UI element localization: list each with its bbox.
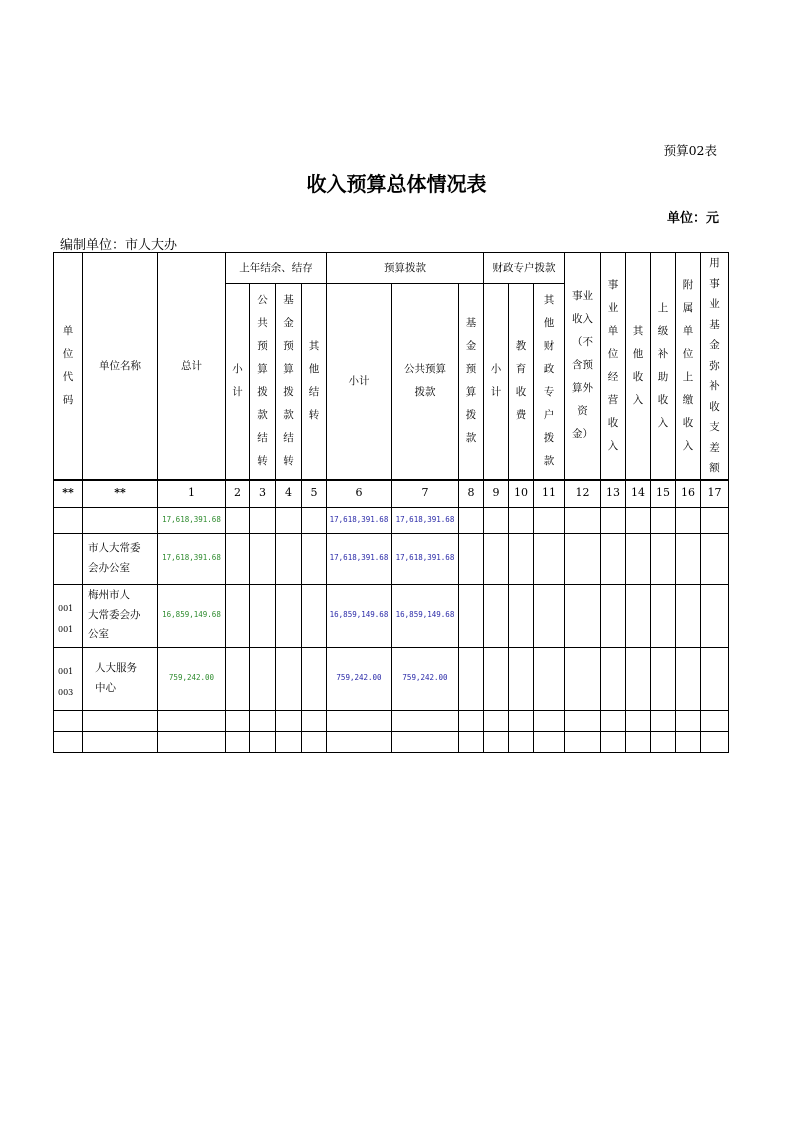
budget-subtotal-cell: 17,618,391.68 <box>327 507 392 533</box>
budget-subtotal-cell: 17,618,391.68 <box>327 533 392 584</box>
index-cell: 12 <box>565 480 601 508</box>
index-cell: 4 <box>276 480 302 508</box>
index-cell: 15 <box>651 480 676 508</box>
index-cell: 8 <box>459 480 484 508</box>
unit-code-cell <box>54 507 83 533</box>
table-row <box>54 533 729 584</box>
header-affiliated-income: 附 属 单 位 上 缴 收 入 <box>676 253 701 480</box>
unit-code-cell: 001 001 <box>54 584 83 647</box>
index-cell: 1 <box>158 480 226 508</box>
header-business-income: 事业 收入 （不 含预 算外 资 金） <box>565 253 601 480</box>
index-cell: ** <box>83 480 158 508</box>
header-other-fiscal: 其 他 财 政 专 户 拨 款 <box>534 284 565 480</box>
index-cell: 13 <box>601 480 626 508</box>
budget-subtotal-cell: 759,242.00 <box>327 647 392 710</box>
index-cell: 5 <box>302 480 327 508</box>
unit-name-cell: 市人大常委 会办公室 <box>83 533 158 584</box>
budget-subtotal-cell: 16,859,149.68 <box>327 584 392 647</box>
organization-label: 编制单位：市人大办 <box>60 238 178 253</box>
total-cell: 16,859,149.68 <box>158 584 226 647</box>
column-index-row <box>54 480 729 508</box>
index-cell: 11 <box>534 480 565 508</box>
index-cell: 9 <box>484 480 509 508</box>
unit-name-cell <box>83 507 158 533</box>
index-cell: 7 <box>392 480 459 508</box>
unit-name-cell: 人大服务 中心 <box>83 647 158 710</box>
income-budget-table <box>53 252 729 753</box>
form-code: 预算02表 <box>663 143 717 158</box>
unit-code-cell <box>54 533 83 584</box>
index-cell: 10 <box>509 480 534 508</box>
header-unit-code: 单 位 代 码 <box>54 253 83 480</box>
index-cell: ** <box>54 480 83 508</box>
header-budget-alloc: 预算拨款 <box>327 253 484 284</box>
header-education-fee: 教 育 收 费 <box>509 284 534 480</box>
header-public-carryover: 公 共 预 算 拨 款 结 转 <box>250 284 276 480</box>
currency-unit-label: 单位：元 <box>666 211 719 226</box>
public-budget-cell: 759,242.00 <box>392 647 459 710</box>
unit-code-cell: 001 003 <box>54 647 83 710</box>
public-budget-cell: 16,859,149.68 <box>392 584 459 647</box>
header-carryover-subtotal: 小 计 <box>226 284 250 480</box>
table-row <box>54 584 729 647</box>
header-fund-balance: 用 事 业 基 金 弥 补 收 支 差 额 <box>701 253 729 480</box>
header-fund-carryover: 基 金 预 算 拨 款 结 转 <box>276 284 302 480</box>
total-cell: 17,618,391.68 <box>158 533 226 584</box>
index-cell: 6 <box>327 480 392 508</box>
header-fund-budget: 基 金 预 算 拨 款 <box>459 284 484 480</box>
header-public-budget: 公共预算 拨款 <box>392 284 459 480</box>
total-cell: 17,618,391.68 <box>158 507 226 533</box>
header-higher-subsidy: 上 级 补 助 收 入 <box>651 253 676 480</box>
unit-name-cell: 梅州市人 大常委会办 公室 <box>83 584 158 647</box>
index-cell: 14 <box>626 480 651 508</box>
index-cell: 3 <box>250 480 276 508</box>
header-operating-income: 事 业 单 位 经 营 收 入 <box>601 253 626 480</box>
header-budget-subtotal: 小计 <box>327 284 392 480</box>
table-row <box>54 710 729 731</box>
public-budget-cell: 17,618,391.68 <box>392 507 459 533</box>
index-cell: 16 <box>676 480 701 508</box>
index-cell: 2 <box>226 480 250 508</box>
total-cell: 759,242.00 <box>158 647 226 710</box>
table-row <box>54 731 729 752</box>
page-title: 收入预算总体情况表 <box>306 172 487 196</box>
header-total: 总计 <box>158 253 226 480</box>
table-row <box>54 507 729 533</box>
public-budget-cell: 17,618,391.68 <box>392 533 459 584</box>
header-other-carryover: 其 他 结 转 <box>302 284 327 480</box>
table-row <box>54 647 729 710</box>
header-unit-name: 单位名称 <box>83 253 158 480</box>
header-carryover: 上年结余、结存 <box>226 253 327 284</box>
header-fiscal-special: 财政专户拨款 <box>484 253 565 284</box>
index-cell: 17 <box>701 480 729 508</box>
header-fiscal-subtotal: 小 计 <box>484 284 509 480</box>
header-other-income: 其 他 收 入 <box>626 253 651 480</box>
